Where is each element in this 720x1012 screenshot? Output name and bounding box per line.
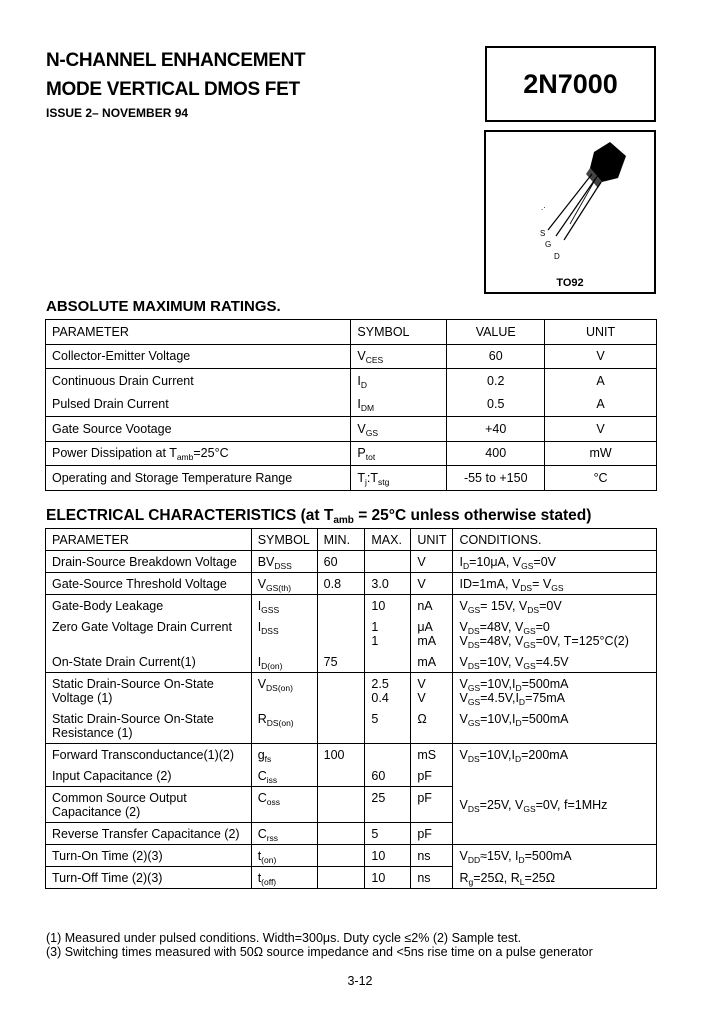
- value-cell: -55 to +150: [447, 466, 545, 491]
- elec-header-row: [46, 529, 657, 551]
- parameter-cell: Power Dissipation at $T_{amb}=25^\circ C$: [46, 441, 351, 466]
- conditions-cell: $V_{GS}=10V,I_D=500mA$ $V_{GS}=4.5V,I_D=75mA$: [453, 673, 657, 709]
- parameter-cell: Continuous Drain Current: [46, 369, 351, 393]
- value-cell: 0.5: [447, 393, 545, 417]
- table-row: [46, 551, 657, 573]
- unit-cell: V: [545, 417, 657, 442]
- title-line-2: MODE VERTICAL DMOS FET: [46, 79, 300, 100]
- parameter-cell: Zero Gate Voltage Drain Current: [46, 616, 252, 651]
- symbol-cell: $I_{DSS}$: [251, 616, 317, 651]
- table-row: [46, 845, 657, 867]
- electrical-table: [45, 528, 657, 889]
- symbol-cell: $C_{rss}$: [251, 823, 317, 845]
- parameter-cell: Gate Source Vootage: [46, 417, 351, 442]
- min-cell: 100: [317, 744, 365, 766]
- symbol-cell: $R_{DS(on)}$: [251, 708, 317, 744]
- parameter-cell: Gate-Source Threshold Voltage: [46, 573, 252, 595]
- min-cell: [317, 787, 365, 823]
- title-line-1: N-CHANNEL ENHANCEMENT: [46, 50, 306, 71]
- abs-max-header-cell: UNIT: [545, 320, 657, 345]
- symbol-cell: $I_{GSS}$: [251, 595, 317, 617]
- parameter-cell: On-State Drain Current(1): [46, 651, 252, 673]
- parameter-cell: Static Drain-Source On-State Resistance (1): [46, 708, 252, 744]
- table-row: [46, 744, 657, 766]
- value-cell: 0.2: [447, 369, 545, 393]
- min-cell: 75: [317, 651, 365, 673]
- unit-cell: A: [545, 369, 657, 393]
- max-cell: 5: [365, 708, 411, 744]
- symbol-cell: $V_{GS}$: [351, 417, 447, 442]
- table-row: [46, 651, 657, 673]
- max-cell: 2.5 0.4: [365, 673, 411, 709]
- unit-cell: mW: [545, 441, 657, 466]
- table-row: [46, 595, 657, 617]
- table-row: [46, 765, 657, 787]
- symbol-cell: $g_{fs}$: [251, 744, 317, 766]
- symbol-cell: $C_{oss}$: [251, 787, 317, 823]
- unit-cell: Ω: [411, 708, 453, 744]
- elec-header-cell: SYMBOL: [251, 529, 317, 551]
- max-cell: 10: [365, 845, 411, 867]
- max-cell: 3.0: [365, 573, 411, 595]
- unit-cell: mS: [411, 744, 453, 766]
- parameter-cell: Gate-Body Leakage: [46, 595, 252, 617]
- abs-max-header-cell: SYMBOL: [351, 320, 447, 345]
- min-cell: [317, 673, 365, 709]
- symbol-cell: $I_D$: [351, 369, 447, 393]
- min-cell: [317, 616, 365, 651]
- min-cell: [317, 708, 365, 744]
- parameter-cell: Pulsed Drain Current: [46, 393, 351, 417]
- package-label: TO92: [556, 277, 584, 289]
- abs-max-header-cell: PARAMETER: [46, 320, 351, 345]
- abs-max-header-row: [46, 320, 657, 345]
- unit-cell: A: [545, 393, 657, 417]
- conditions-cell: ID=1mA, $V_{DS}= V_{GS}$: [453, 573, 657, 595]
- symbol-cell: $V_{GS(th)}$: [251, 573, 317, 595]
- conditions-cell: $R_g=25\Omega$, $R_L=25\Omega$: [453, 867, 657, 889]
- symbol-cell: $C_{iss}$: [251, 765, 317, 787]
- conditions-cell: [453, 823, 657, 845]
- min-cell: 60: [317, 551, 365, 573]
- min-cell: [317, 867, 365, 889]
- table-row: [46, 573, 657, 595]
- symbol-cell: $t_{(off)}$: [251, 867, 317, 889]
- symbol-cell: $V_{CES}$: [351, 344, 447, 369]
- unit-cell: V: [411, 573, 453, 595]
- unit-cell: ns: [411, 867, 453, 889]
- symbol-cell: $t_{(on)}$: [251, 845, 317, 867]
- abs-max-header-cell: VALUE: [447, 320, 545, 345]
- min-cell: [317, 765, 365, 787]
- footnote-line-2: (3) Switching times measured with 50Ω source impedance and <5ns rise time on a pulse generator: [46, 945, 593, 959]
- conditions-cell: $V_{GS}= 15V$, $V_{DS}=0V$: [453, 595, 657, 617]
- to92-package-drawing: [486, 132, 654, 272]
- value-cell: 400: [447, 441, 545, 466]
- issue-date: ISSUE 2– NOVEMBER 94: [46, 106, 189, 120]
- max-cell: 10: [365, 595, 411, 617]
- elec-header-cell: UNIT: [411, 529, 453, 551]
- conditions-cell: $V_{DS}=25V$, $V_{GS}=0V$, f=1MHz: [453, 787, 657, 823]
- conditions-cell: [453, 765, 657, 787]
- max-cell: [365, 651, 411, 673]
- table-row: [46, 823, 657, 845]
- elec-header-cell: MAX.: [365, 529, 411, 551]
- table-row: [46, 708, 657, 744]
- max-cell: 25: [365, 787, 411, 823]
- min-cell: [317, 845, 365, 867]
- parameter-cell: Collector-Emitter Voltage: [46, 344, 351, 369]
- part-number-box: [485, 46, 656, 122]
- unit-cell: pF: [411, 787, 453, 823]
- elec-header-cell: PARAMETER: [46, 529, 252, 551]
- unit-cell: mA: [411, 651, 453, 673]
- elec-header-cell: CONDITIONS.: [453, 529, 657, 551]
- table-row: [46, 344, 657, 369]
- part-number: 2N7000: [523, 68, 618, 99]
- unit-cell: pF: [411, 823, 453, 845]
- symbol-cell: $V_{DS(on)}$: [251, 673, 317, 709]
- table-row: [46, 867, 657, 889]
- max-cell: [365, 551, 411, 573]
- min-cell: [317, 595, 365, 617]
- table-row: [46, 417, 657, 442]
- symbol-cell: $I_{DM}$: [351, 393, 447, 417]
- pin-g-label: G: [545, 240, 552, 249]
- parameter-cell: Drain-Source Breakdown Voltage: [46, 551, 252, 573]
- symbol-cell: $BV_{DSS}$: [251, 551, 317, 573]
- unit-cell: V: [411, 551, 453, 573]
- min-cell: [317, 823, 365, 845]
- footnote-line-1: (1) Measured under pulsed conditions. Width=300μs. Duty cycle ≤2% (2) Sample test.: [46, 931, 522, 945]
- package-box: [484, 130, 656, 294]
- symbol-cell: $P_{tot}$: [351, 441, 447, 466]
- conditions-cell: $V_{DS}=48V$, $V_{GS}=0$ $V_{DS}=48V$, $V_{GS}=0V$, T=125°C(2): [453, 616, 657, 651]
- max-cell: [365, 744, 411, 766]
- min-cell: 0.8: [317, 573, 365, 595]
- conditions-cell: $I_D=10\mu A$, $V_{GS}=0V$: [453, 551, 657, 573]
- max-cell: 5: [365, 823, 411, 845]
- symbol-cell: $I_{D(on)}$: [251, 651, 317, 673]
- table-row: [46, 673, 657, 709]
- conditions-cell: $V_{GS}=10V,I_D=500mA$: [453, 708, 657, 744]
- max-cell: 1 1: [365, 616, 411, 651]
- parameter-cell: Operating and Storage Temperature Range: [46, 466, 351, 491]
- parameter-cell: Reverse Transfer Capacitance (2): [46, 823, 252, 845]
- parameter-cell: Common Source Output Capacitance (2): [46, 787, 252, 823]
- pin-s-label: S: [540, 229, 546, 238]
- elec-header-cell: MIN.: [317, 529, 365, 551]
- parameter-cell: Turn-Off Time (2)(3): [46, 867, 252, 889]
- table-row: [46, 369, 657, 393]
- unit-cell: pF: [411, 765, 453, 787]
- table-row: [46, 393, 657, 417]
- parameter-cell: Input Capacitance (2): [46, 765, 252, 787]
- conditions-cell: $V_{DS}=10V$, $V_{GS}=4.5V$: [453, 651, 657, 673]
- table-row: [46, 616, 657, 651]
- unit-cell: μA mA: [411, 616, 453, 651]
- symbol-cell: $T_j:T_{stg}$: [351, 466, 447, 491]
- parameter-cell: Turn-On Time (2)(3): [46, 845, 252, 867]
- abs-max-heading: ABSOLUTE MAXIMUM RATINGS.: [46, 298, 281, 315]
- footnotes: [46, 931, 593, 959]
- unit-cell: V V: [411, 673, 453, 709]
- unit-cell: V: [545, 344, 657, 369]
- abs-max-table: [45, 319, 657, 491]
- max-cell: 10: [365, 867, 411, 889]
- svg-text:.·: .·: [541, 203, 546, 212]
- page-number: 3-12: [347, 974, 373, 988]
- conditions-cell: $V_{DS}=10V,I_D=200mA$: [453, 744, 657, 766]
- value-cell: 60: [447, 344, 545, 369]
- value-cell: +40: [447, 417, 545, 442]
- table-row: [46, 466, 657, 491]
- table-row: [46, 787, 657, 823]
- unit-cell: °C: [545, 466, 657, 491]
- unit-cell: nA: [411, 595, 453, 617]
- table-row: [46, 441, 657, 466]
- unit-cell: ns: [411, 845, 453, 867]
- max-cell: 60: [365, 765, 411, 787]
- parameter-cell: Forward Transconductance(1)(2): [46, 744, 252, 766]
- conditions-cell: $V_{DD}\approx 15V$, $I_D=500mA$: [453, 845, 657, 867]
- pin-d-label: D: [554, 252, 560, 261]
- electrical-heading: ELECTRICAL CHARACTERISTICS (at $T_{amb} = 25^\circ C$ unless otherwise stated): [46, 507, 592, 526]
- parameter-cell: Static Drain-Source On-State Voltage (1): [46, 673, 252, 709]
